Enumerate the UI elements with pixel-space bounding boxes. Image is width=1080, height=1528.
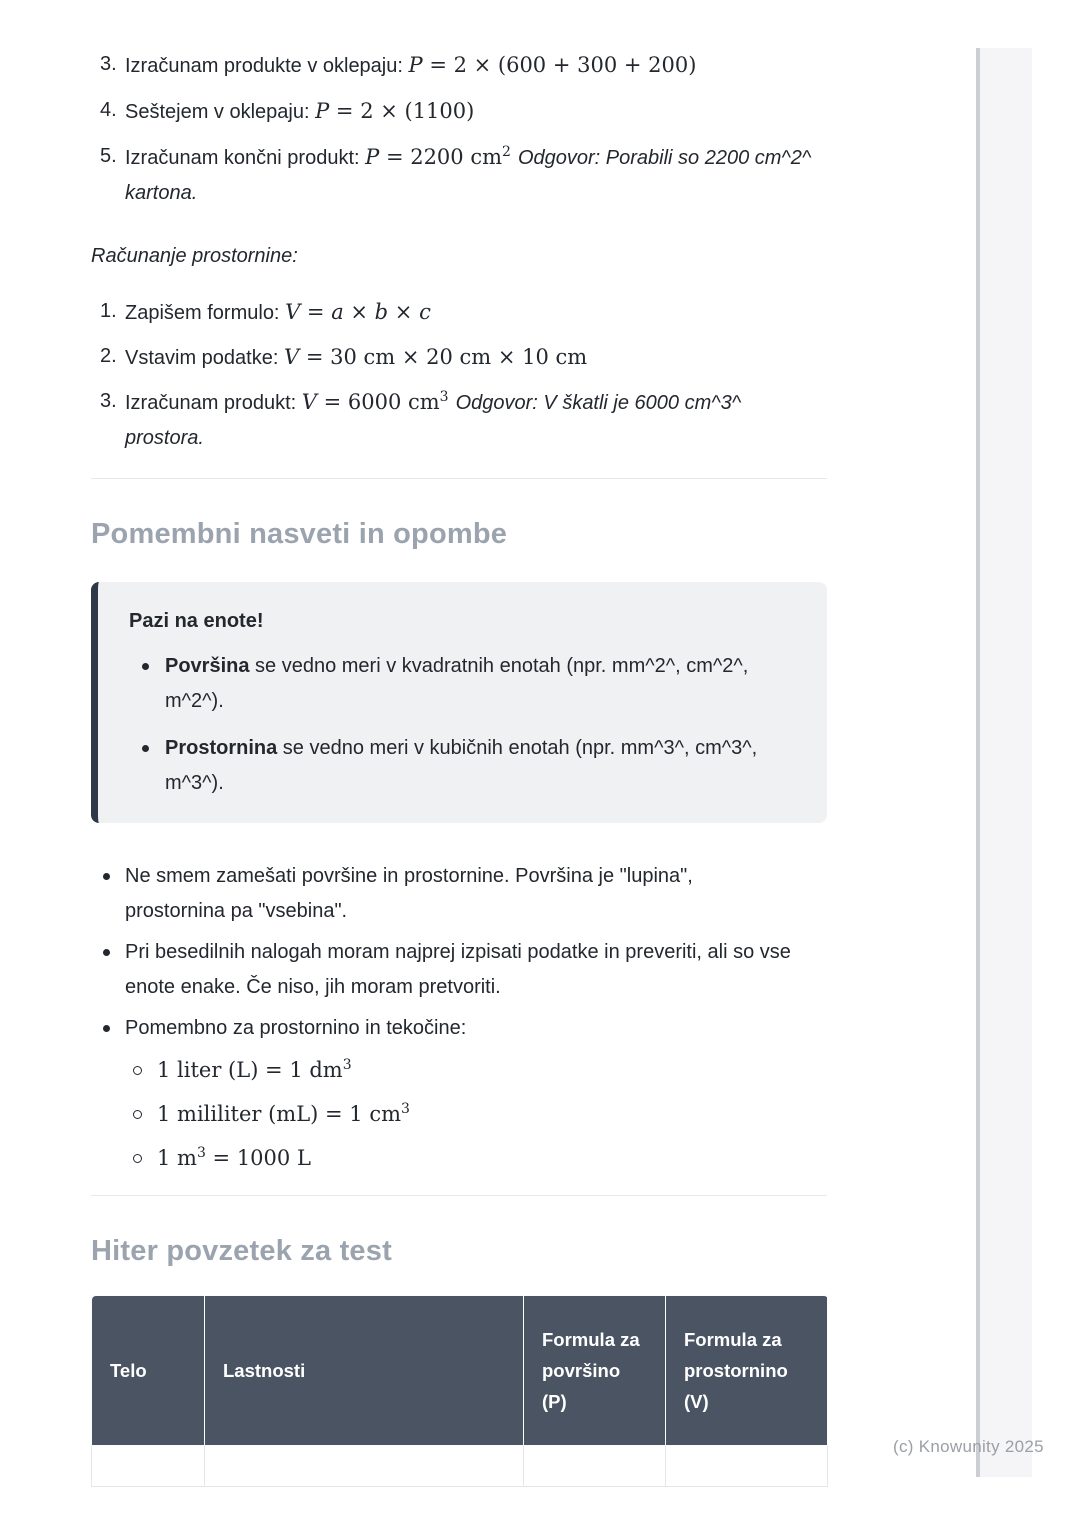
math-variable: P [408, 53, 423, 77]
callout-bullet [129, 731, 799, 801]
answer-text: kartona. [125, 182, 198, 204]
conversion-formula: 1 m [157, 1146, 197, 1170]
section-heading-tips: Pomembni nasveti in opombe [91, 518, 508, 550]
step-text: Seštejem v oklepaju: [125, 101, 316, 123]
note-bullet [91, 1011, 827, 1046]
table-header-lastnosti: Lastnosti [205, 1296, 524, 1446]
note-line: prostornina pa "vsebina". [125, 900, 348, 922]
bold-term: Prostornina [165, 737, 278, 759]
list-number: 3. [100, 53, 117, 75]
step-text: Izračunam končni produkt: [125, 147, 366, 169]
math-formula [285, 300, 431, 324]
conversion-text [157, 1146, 311, 1170]
callout-title: Pazi na enote! [129, 610, 264, 632]
table-cell [92, 1446, 205, 1487]
math-variable: a [331, 300, 344, 324]
bullet-circle-icon [133, 1066, 142, 1075]
table-header-formula-prostornina: Formula za prostornino (V) [666, 1296, 828, 1446]
math-superscript: 2 [502, 144, 511, 160]
list-number: 1. [100, 300, 117, 322]
list-text [125, 302, 431, 324]
right-margin-panel [980, 48, 1032, 1477]
list-text [125, 101, 474, 123]
warning-callout [91, 582, 827, 823]
math-expression: = [300, 300, 332, 324]
callout-text: m^3^). [165, 772, 224, 794]
list-item [91, 139, 827, 211]
volume-steps-list [91, 294, 827, 456]
conversion-formula: 1 mililiter (mL) = 1 cm [157, 1102, 402, 1126]
surface-steps-list [91, 47, 827, 211]
subsection-title: Računanje prostornine: [91, 245, 298, 267]
note-line: Ne smem zamešati površine in prostornine. Površina je "lupina", [125, 865, 693, 887]
section-divider [91, 478, 827, 479]
note-line: Pri besedilnih nalogah moram najprej izpisati podatke in preveriti, ali so vse [125, 941, 791, 963]
table-cell [205, 1446, 524, 1487]
math-superscript: 3 [196, 1145, 206, 1161]
note-text [125, 941, 791, 998]
math-expression: = 2 × (600 + 300 + 200) [422, 53, 697, 77]
bullet-circle-icon [133, 1110, 142, 1119]
copyright-watermark: (c) Knowunity 2025 [893, 1437, 1044, 1456]
callout-text: m^2^). [165, 690, 224, 712]
math-formula [284, 345, 587, 369]
table-header-telo: Telo [92, 1296, 205, 1446]
bullet-dot-icon [142, 745, 149, 752]
bold-term: Površina [165, 655, 250, 677]
list-text [125, 55, 696, 77]
note-text [125, 865, 693, 922]
table-header-formula-povrsina: Formula za površino (P) [524, 1296, 666, 1446]
list-number: 4. [100, 99, 117, 121]
math-superscript: 3 [439, 389, 449, 405]
callout-bullet-text [165, 655, 748, 712]
math-formula [409, 53, 697, 77]
callout-bullet-text [165, 737, 757, 794]
math-expression: = 2200 cm [379, 145, 503, 169]
list-item [91, 47, 827, 84]
bullet-dot-icon [103, 1025, 110, 1032]
list-number: 3. [100, 390, 117, 412]
math-variable: V [283, 345, 300, 369]
conversion-item [91, 1052, 827, 1089]
table-row [92, 1446, 828, 1487]
note-line: Pomembno za prostornino in tekočine: [125, 1017, 467, 1039]
notes-list [91, 859, 827, 1177]
callout-bullet [129, 649, 799, 719]
note-line: enote enake. Če niso, jih moram pretvoriti. [125, 976, 501, 998]
conversion-item [91, 1096, 827, 1133]
table-cell [524, 1446, 666, 1487]
math-variable: V [285, 300, 301, 324]
callout-text: se vedno meri v kubičnih enotah (npr. mm^3^, cm^3^, [277, 737, 758, 759]
list-text [125, 144, 812, 204]
math-variable: b [374, 300, 389, 324]
callout-text: se vedno meri v kvadratnih enotah (npr. mm^2^, cm^2^, [249, 655, 749, 677]
math-variable: P [365, 145, 380, 169]
conversion-text [157, 1102, 410, 1126]
bullet-circle-icon [133, 1154, 142, 1163]
math-expression: × [343, 300, 375, 324]
answer-text: Odgovor: V škatli je 6000 cm^3^ [455, 392, 742, 414]
math-expression: = 30 cm × 20 cm × 10 cm [299, 345, 588, 369]
table-cell [666, 1446, 828, 1487]
math-formula [315, 99, 474, 123]
list-item [91, 93, 827, 130]
bullet-dot-icon [103, 949, 110, 956]
bullet-dot-icon [103, 873, 110, 880]
conversions-list [91, 1052, 827, 1177]
math-expression: = 2 × (1100) [329, 99, 475, 123]
conversion-formula: = 1000 L [205, 1146, 311, 1170]
note-text [125, 1017, 466, 1039]
step-text: Zapišem formulo: [125, 302, 286, 324]
math-variable: P [315, 99, 330, 123]
math-variable: V [301, 390, 317, 414]
table-header-row [92, 1296, 828, 1446]
list-number: 2. [100, 345, 117, 367]
step-text: Izračunam produkte v oklepaju: [125, 55, 409, 77]
math-superscript: 3 [342, 1057, 352, 1073]
math-superscript: 3 [401, 1101, 410, 1117]
list-item [91, 294, 827, 331]
list-text [125, 347, 587, 369]
step-text: Vstavim podatke: [125, 347, 284, 369]
list-number: 5. [100, 145, 117, 167]
summary-table [91, 1295, 828, 1487]
math-formula [302, 390, 449, 414]
math-variable: c [419, 300, 431, 324]
bullet-dot-icon [142, 663, 149, 670]
document-content [91, 0, 827, 1487]
conversion-text [157, 1058, 352, 1082]
step-text: Izračunam produkt: [125, 392, 302, 414]
math-expression: = 6000 cm [316, 390, 440, 414]
conversion-formula: 1 liter (L) = 1 dm [157, 1058, 343, 1082]
math-formula [365, 145, 511, 169]
answer-text: prostora. [125, 427, 204, 449]
note-bullet [91, 859, 827, 929]
answer-text: Odgovor: Porabili so 2200 cm^2^ [517, 147, 812, 169]
section-divider [91, 1195, 827, 1196]
list-item [91, 339, 827, 376]
conversion-item [91, 1140, 827, 1177]
list-text [125, 389, 742, 449]
math-expression: × [388, 300, 420, 324]
note-bullet [91, 935, 827, 1005]
section-heading-summary: Hiter povzetek za test [91, 1235, 392, 1267]
list-item [91, 384, 827, 456]
